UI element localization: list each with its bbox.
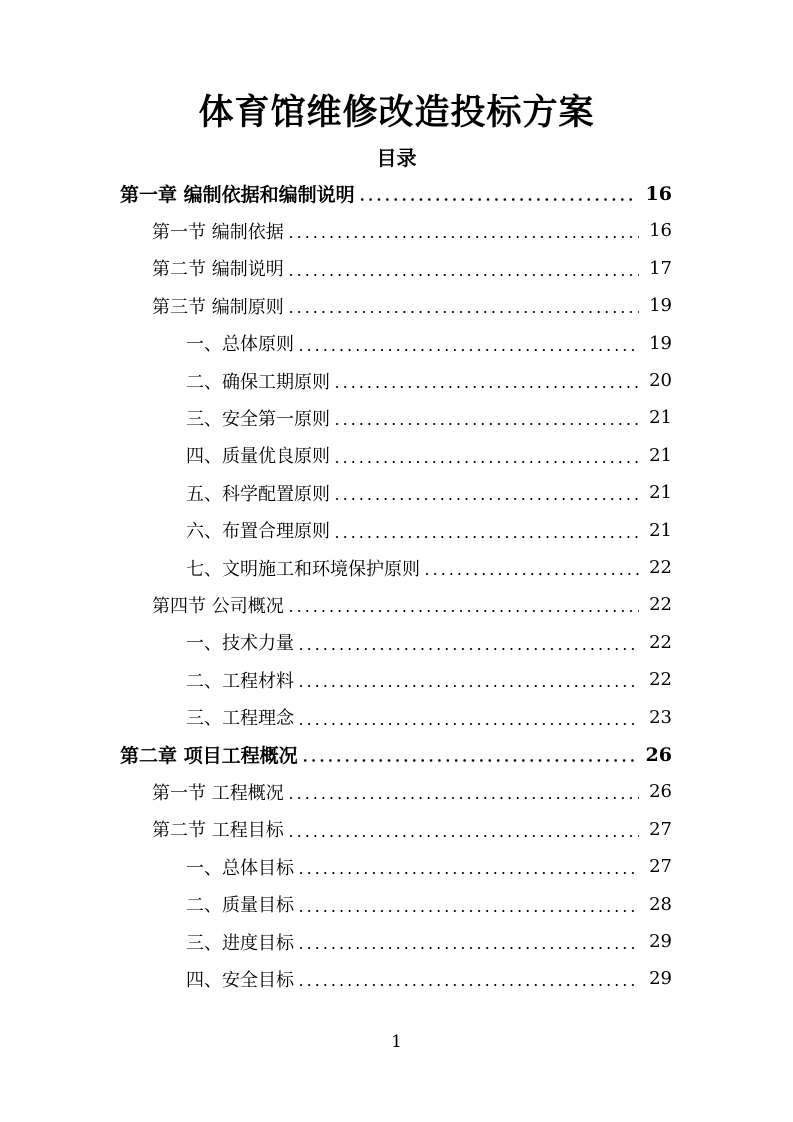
toc-dot-leader	[287, 811, 643, 848]
toc-entry-text: 四、质量优良原则	[186, 446, 330, 468]
toc-dot-leader	[358, 175, 640, 212]
toc-dot-leader	[297, 661, 643, 698]
toc-dot-leader	[301, 736, 640, 773]
toc-entry-text: 三、进度目标	[186, 932, 294, 954]
toc-entry-page: 22	[649, 594, 672, 616]
toc-entry-page: 16	[649, 220, 672, 242]
toc-dot-leader	[287, 287, 643, 324]
toc-entry-page: 20	[649, 370, 672, 391]
toc-entry-page: 22	[649, 557, 672, 578]
toc-entry-text: 三、安全第一原则	[186, 408, 330, 430]
toc-entry-text: 二、工程材料	[186, 670, 294, 692]
toc-entry-text: 二、确保工期原则	[186, 371, 330, 393]
toc-entry[interactable]	[186, 661, 672, 698]
toc-entry-page: 29	[649, 968, 672, 990]
toc-dot-leader	[287, 250, 643, 287]
toc-entry[interactable]	[186, 512, 672, 549]
toc-dot-leader	[333, 474, 643, 511]
toc-entry-text: 五、科学配置原则	[186, 483, 330, 505]
toc-entry[interactable]	[152, 586, 672, 623]
toc-entry[interactable]	[186, 624, 672, 661]
toc-entry-page: 22	[649, 669, 672, 691]
toc-dot-leader	[333, 399, 643, 436]
toc-dot-leader	[297, 624, 643, 661]
toc-dot-leader	[287, 586, 643, 623]
toc-entry-text: 三、工程理念	[186, 708, 294, 730]
toc-entry[interactable]	[186, 886, 672, 923]
toc-entry-text: 七、文明施工和环境保护原则	[186, 558, 420, 580]
toc-entry-text: 第一节 工程概况	[152, 782, 284, 804]
toc-entry-page: 21	[649, 444, 672, 466]
toc-dot-leader	[297, 325, 643, 362]
toc-entry[interactable]	[186, 399, 672, 436]
toc-entry-text: 第二章 项目工程概况	[120, 745, 298, 767]
toc-entry[interactable]	[152, 773, 672, 810]
toc-dot-leader	[333, 512, 643, 549]
toc-entry-page: 21	[649, 407, 672, 429]
toc-entry-page: 27	[649, 856, 672, 878]
toc-entry-page: 19	[649, 295, 672, 317]
toc-entry-page: 16	[645, 182, 672, 205]
toc-entry[interactable]	[152, 212, 672, 249]
toc-entry-page: 23	[649, 706, 672, 728]
toc-entry-page: 22	[649, 631, 672, 653]
toc-heading: 目录	[376, 146, 417, 170]
toc-entry-page: 26	[645, 743, 672, 766]
toc-entry-text: 第一节 编制依据	[152, 221, 284, 243]
document-title: 体育馆维修改造投标方案	[198, 92, 595, 133]
toc-entry-page: 28	[649, 893, 672, 915]
toc-entry[interactable]	[186, 549, 672, 586]
toc-entry-page: 21	[649, 519, 672, 541]
page-number: 1	[391, 1032, 402, 1052]
toc-entry-text: 第一章 编制依据和编制说明	[120, 184, 355, 206]
toc-entry-text: 第二节 编制说明	[152, 259, 284, 281]
toc-dot-leader	[333, 437, 643, 474]
toc-dot-leader	[287, 212, 643, 249]
toc-entry[interactable]	[120, 175, 672, 212]
toc-entry-text: 一、总体目标	[186, 857, 294, 879]
toc-entry-text: 第二节 工程目标	[152, 820, 284, 842]
toc-entry-text: 四、安全目标	[186, 969, 294, 991]
toc-entry-page: 17	[649, 257, 672, 279]
toc-entry[interactable]	[186, 960, 672, 997]
toc-entry-page: 26	[649, 781, 672, 803]
toc-dot-leader	[297, 886, 643, 923]
toc-entry-text: 第四节 公司概况	[152, 595, 284, 617]
toc-entry-text: 一、总体原则	[186, 334, 294, 356]
toc-entry-text: 二、质量目标	[186, 895, 294, 917]
toc-entry[interactable]	[186, 923, 672, 960]
toc-entry-text: 第三节 编制原则	[152, 296, 284, 318]
toc-entry-text: 六、布置合理原则	[186, 521, 330, 543]
toc-dot-leader	[297, 923, 643, 960]
toc-entry[interactable]	[152, 811, 672, 848]
toc-entry[interactable]	[186, 699, 672, 736]
toc-entry[interactable]	[152, 287, 672, 324]
toc-entry-page: 19	[649, 332, 672, 354]
toc-dot-leader	[333, 362, 643, 399]
toc-entry-text: 一、技术力量	[186, 633, 294, 655]
toc-entry-page: 29	[649, 931, 672, 952]
toc-entry[interactable]	[186, 362, 672, 399]
toc-entry[interactable]	[186, 437, 672, 474]
toc-entry[interactable]	[186, 848, 672, 885]
toc-entry[interactable]	[152, 250, 672, 287]
toc-dot-leader	[297, 960, 643, 997]
toc-dot-leader	[423, 549, 643, 586]
toc-entry-page: 27	[649, 818, 672, 840]
toc-dot-leader	[297, 848, 643, 885]
toc-entry[interactable]	[186, 474, 672, 511]
toc-dot-leader	[287, 773, 643, 810]
toc-entry[interactable]	[120, 736, 672, 773]
toc-dot-leader	[297, 699, 643, 736]
toc-entry[interactable]	[186, 325, 672, 362]
toc-entry-page: 21	[649, 482, 672, 504]
